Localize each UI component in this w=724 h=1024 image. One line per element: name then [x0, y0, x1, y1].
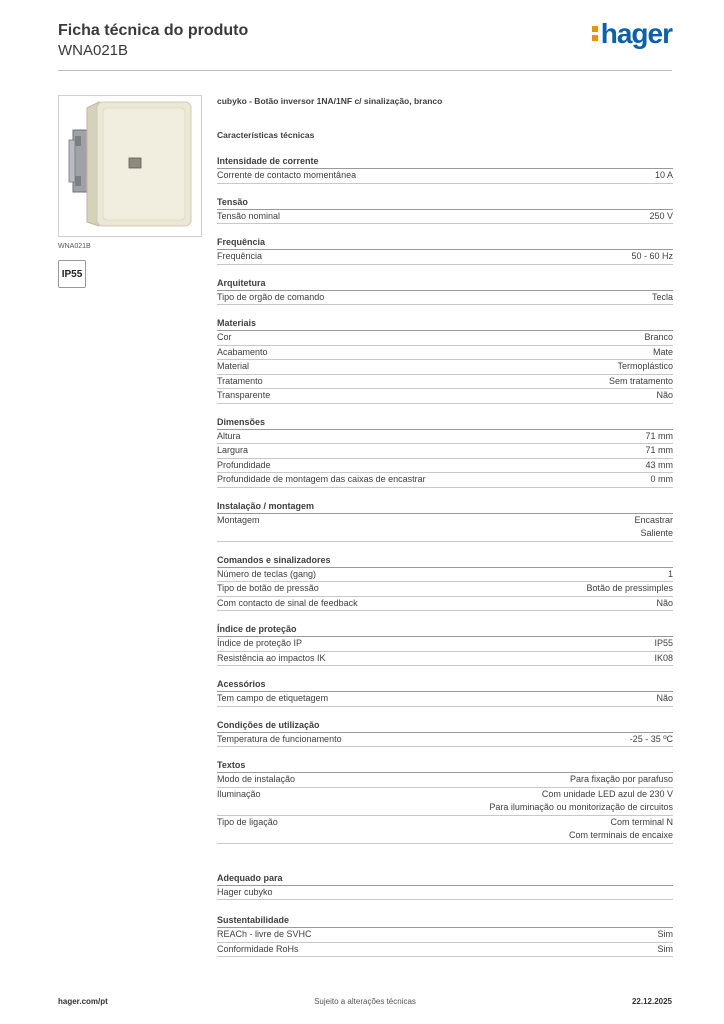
spec-label: Corrente de contacto momentânea [217, 170, 357, 180]
spec-group-title: Comandos e sinalizadores [217, 554, 673, 568]
page-title: Ficha técnica do produto [58, 22, 249, 39]
spec-group-title: Arquitetura [217, 277, 673, 291]
spec-row [217, 597, 673, 612]
logo-dots-icon [592, 23, 599, 43]
spec-value: Encastrar Saliente [634, 514, 673, 538]
spec-value: IP55 [654, 638, 673, 648]
spec-group [217, 872, 673, 901]
spec-value: IK08 [654, 652, 673, 663]
spec-row [217, 250, 673, 265]
spec-label: REACh - livre de SVHC [217, 929, 312, 939]
section-title: Características técnicas [217, 130, 315, 140]
spec-row [217, 210, 673, 225]
spec-value: 10 A [654, 170, 673, 180]
spec-row [217, 473, 673, 488]
spec-label: Altura [217, 430, 241, 441]
spec-value: 1 [667, 568, 673, 579]
spec-value: Não [656, 597, 673, 608]
spec-value: Sem tratamento [608, 375, 673, 386]
spec-label: Tensão nominal [217, 210, 281, 221]
specifications [217, 95, 673, 957]
spec-row [217, 346, 673, 361]
spec-label: Conformidade RoHs [217, 943, 299, 954]
spec-label: Acabamento [217, 346, 268, 357]
logo-text: hager [600, 18, 672, 49]
spec-row [217, 375, 673, 390]
spec-group [217, 317, 673, 404]
spec-label: Hager cubyko [217, 886, 273, 897]
spec-group-title: Frequência [217, 236, 673, 250]
ip-rating-badge: IP55 [58, 260, 86, 288]
spec-value: Branco [644, 332, 673, 342]
spec-row [217, 816, 673, 844]
spec-value: Com unidade LED azul de 230 V Para iluminação ou monitorização de circuitos [489, 788, 673, 812]
spec-row [217, 444, 673, 459]
spec-group-title: Adequado para [217, 872, 673, 886]
spec-value: 71 mm [645, 430, 673, 441]
spec-label: Tipo de ligação [217, 816, 278, 827]
spec-group [217, 759, 673, 844]
footer-disclaimer: Sujeito a alterações técnicas [314, 997, 416, 1006]
spec-group [217, 719, 673, 748]
product-sidebar [58, 95, 202, 288]
spec-group [217, 914, 673, 957]
spec-row [217, 430, 673, 445]
spec-label: Temperatura de funcionamento [217, 733, 342, 744]
spec-group-title: Acessórios [217, 678, 673, 692]
spec-label: Cor [217, 332, 232, 342]
spec-row [217, 459, 673, 474]
product-image [58, 95, 202, 237]
spec-row [217, 886, 673, 901]
spec-group-title: Índice de proteção [217, 623, 673, 637]
spec-label: Tem campo de etiquetagem [217, 693, 329, 703]
spec-row [217, 788, 673, 816]
spec-group [217, 554, 673, 612]
spec-row [217, 291, 673, 306]
spec-row [217, 568, 673, 583]
spec-row [217, 928, 673, 943]
spec-value: Tecla [651, 291, 673, 302]
spec-group [217, 155, 673, 184]
spec-value: Sim [657, 929, 673, 939]
spec-group [217, 196, 673, 225]
spec-row [217, 943, 673, 958]
spec-label: Profundidade de montagem das caixas de encastrar [217, 474, 426, 484]
spec-row [217, 389, 673, 404]
product-reference: WNA021B [58, 42, 129, 59]
spec-row [217, 637, 673, 652]
spec-value: Sim [657, 943, 673, 954]
spec-groups [217, 155, 673, 957]
spec-value: Termoplástico [617, 361, 673, 371]
spec-label: Índice de proteção IP [217, 638, 303, 648]
spec-group [217, 277, 673, 306]
spec-value: Para fixação por parafuso [569, 774, 673, 784]
spec-group [217, 623, 673, 666]
spec-label: Tratamento [217, 375, 263, 386]
spec-value: Não [656, 693, 673, 703]
spec-group [217, 236, 673, 265]
spec-value: Mate [652, 346, 673, 357]
spec-value: Botão de pressimples [586, 583, 673, 593]
spec-row [217, 169, 673, 184]
spec-value: Não [656, 390, 673, 400]
spec-row [217, 331, 673, 346]
spec-label: Frequência [217, 251, 263, 261]
spec-group [217, 500, 673, 542]
spec-label: Transparente [217, 390, 271, 400]
hager-logo [592, 18, 672, 50]
product-description: cubyko - Botão inversor 1NA/1NF c/ sinalização, branco [217, 96, 443, 106]
spec-value: 250 V [649, 210, 673, 221]
spec-row [217, 582, 673, 597]
spec-row [217, 773, 673, 788]
spec-label: Resistência ao impactos IK [217, 652, 326, 663]
spec-row [217, 692, 673, 707]
spec-group-title: Textos [217, 759, 673, 773]
spec-row [217, 733, 673, 748]
spec-value: 50 - 60 Hz [631, 251, 673, 261]
switch-product-icon [59, 96, 201, 236]
spec-row [217, 360, 673, 375]
spec-value: 71 mm [645, 445, 673, 455]
spec-group-title: Materiais [217, 317, 673, 331]
spec-row [217, 652, 673, 667]
spec-label: Largura [217, 445, 249, 455]
spec-row [217, 514, 673, 542]
spec-group-title: Tensão [217, 196, 673, 210]
spec-group-title: Intensidade de corrente [217, 155, 673, 169]
spec-group-title: Sustentabilidade [217, 914, 673, 928]
spec-label: Profundidade [217, 459, 271, 470]
spec-group-title: Condições de utilização [217, 719, 673, 733]
spec-value: 43 mm [645, 459, 673, 470]
footer-date: 22.12.2025 [631, 997, 672, 1006]
spec-label: Número de teclas (gang) [217, 568, 317, 579]
spec-label: Tipo de botão de pressão [217, 583, 319, 593]
spec-group [217, 678, 673, 707]
spec-group-title: Instalação / montagem [217, 500, 673, 514]
footer-website[interactable]: hager.com/pt [58, 997, 108, 1006]
spec-label: Modo de instalação [217, 774, 296, 784]
spec-group [217, 416, 673, 488]
image-caption: WNA021B [58, 243, 91, 250]
spec-label: Montagem [217, 514, 260, 525]
spec-value: -25 - 35 ºC [629, 733, 673, 744]
spec-label: Com contacto de sinal de feedback [217, 597, 358, 608]
spec-value: Com terminal N Com terminais de encaixe [568, 816, 673, 840]
spec-label: Iluminação [217, 788, 261, 799]
page-header [58, 20, 672, 71]
spec-label: Material [217, 361, 250, 371]
spec-value: 0 mm [650, 474, 673, 484]
spec-group-title: Dimensões [217, 416, 673, 430]
spec-label: Tipo de orgão de comando [217, 291, 325, 302]
